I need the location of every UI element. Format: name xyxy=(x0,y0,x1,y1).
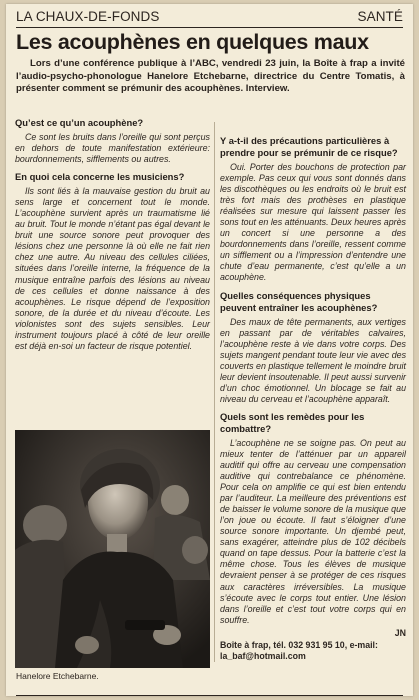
answer-5 xyxy=(220,438,406,626)
question-3: Y a-t-il des précautions particulières à prendre pour se prémunir de ce risque? xyxy=(220,135,398,158)
page-header xyxy=(16,7,403,28)
column-divider xyxy=(214,122,215,662)
question-4: Quelles conséquences physiques peuvent entraîner les acouphènes? xyxy=(220,289,378,313)
question-5: Quels sont les remèdes pour les combattre? xyxy=(220,410,365,434)
article-lead: Lors d’une conférence publique à l’ABC, vendredi 23 juin, la Boîte à frap a invité l’audio-psycho-phonologue Hanelore Etchebarne, directrice du Centre Tomatis, à présenter comment se prémunir des acouphènes. Interview. xyxy=(16,58,405,94)
question-2: En quoi cela concerne les musiciens? xyxy=(15,171,185,183)
contact-info: Boîte à frap, tél. 032 931 95 10, e-mail: la_baf@hotmail.com xyxy=(220,639,378,661)
header-location: LA CHAUX-DE-FONDS xyxy=(16,9,160,24)
portrait-image xyxy=(15,430,210,668)
answer-2: Ils sont liés à la mauvaise gestion du bruit au sens large et concernent tout le monde. L’acouphène survient après un traumatisme lié au bruit. Tout le monde n’étant pas égal devant le bruit une source sonore peut provoquer des lésions chez une personne là où elle ne fait rien chez une autre. Au niveau des cellules ciliées, situées dans l’oreille interne, la fréquence de la musique entraîne parfois des lésions au niveau de ces cellules et donne naissance à des acouphènes. Le risque dépend de l’exposition sonore, de la durée et du niveau d’écoute. Les violonistes sont des sujets sensibles. Leur instrument toujours placé à côté de leur oreille est déjà en-soi un facteur de risque potentiel. xyxy=(15,186,210,351)
answer-4: Des maux de tête permanents, aux vertiges en passant par de véritables calvaires, l’acouphène reste à vie dans votre corps. Des sujets mangent pendant toute leur vie avec des couverts en plastique tellement le moindre bruit leur devient insoutenable. Il peut aussi survenir d’un choc émotionnel. Un blocage se fait au niveau du cerveau et l’acouphène apparaît. xyxy=(220,316,407,404)
article-headline: Les acouphènes en quelques maux xyxy=(16,30,369,54)
bottom-rule xyxy=(16,695,403,696)
question-1: Qu’est ce qu’un acouphène? xyxy=(15,117,144,128)
header-section: SANTÉ xyxy=(357,9,403,24)
author-signature: JN xyxy=(394,627,406,638)
photo-caption: Hanelore Etchebarne. xyxy=(16,671,99,681)
newspaper-page xyxy=(6,4,413,696)
answer-3: Oui. Porter des bouchons de protection par exemple. Pas ceux qui vous sont donnés dans les discothèques ou les endroits où le bruit est très fort mais des prothèses en plastique réalisées sur mesure qui laissent passer les sons tout en les atténuants. Deux heures après un concert si une personne a des bourdonnements dans l’oreille, ressent comme un sifflement ou a l’impression d’entendre une chute d’eau permanente, c’est qu’elle a un acouphène. xyxy=(220,162,406,283)
answer-5-text: L’acouphène ne se soigne pas. On peut au mieux tenter de l’atténuer par un appareil auditif qui offre au cerveau une compensation auditive qui contrebalance ce phénomène. Pour cela on amplifie ce qui est bien entendu par l’auditeur. La meilleure des préventions est de baisser le volume sonore de la musique que l’on joue ou écoute. Il faut s’éloigner d’une source sonore importante. Un djembé peut, sans exagérer, atteindre plus de 102 décibels quand on tape dessus. Pour la batterie c’est la même chose. Tous les élèves de musique devraient penser à se protéger de ces risques aux caractères irréversibles. La musique s’écoute avec le corps tout entier. Une lésion dans l’oreille et c’est tout votre corps qui en souffre. xyxy=(220,437,406,625)
left-column xyxy=(15,117,210,358)
answer-1: Ce sont les bruits dans l’oreille qui sont perçus en dehors de toute manifestation extérieure: bourdonnements, sifflements ou autres. xyxy=(15,132,210,165)
right-column xyxy=(220,133,406,662)
portrait-photo xyxy=(15,430,210,668)
